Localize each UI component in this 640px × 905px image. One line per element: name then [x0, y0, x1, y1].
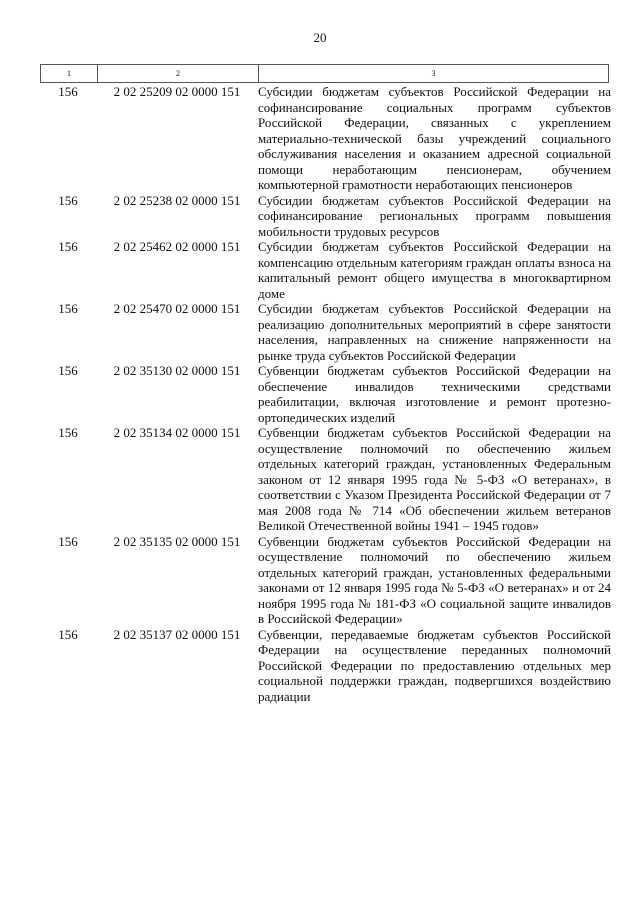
header-col-3: 3 — [431, 69, 436, 78]
table-row — [40, 84, 611, 193]
table-header — [40, 64, 609, 83]
table-row — [40, 193, 611, 240]
admin-code: 156 — [58, 626, 78, 642]
admin-code: 156 — [58, 425, 78, 440]
budget-code: 2 02 35134 02 0000 151 — [113, 425, 241, 440]
admin-code: 156 — [58, 239, 78, 254]
table-row — [40, 627, 611, 705]
income-description: Субвенции бюджетам субъектов Российской Федерации на осуществление полномочий по обеспечению жильем отдельных категорий граждан, установленных федеральными законами от 12 января 1995 года № 5-ФЗ «О ветеранах» и от 24 ноября 1995 года № 181-ФЗ «О социальной защите инвалидов в Российской Федерации» — [258, 533, 611, 626]
budget-code: 2 02 35135 02 0000 151 — [113, 533, 241, 549]
income-description: Субвенции бюджетам субъектов Российской Федерации на обеспечение инвалидов техническими средствами реабилитации, включая изготовление и ремонт протезно-ортопедических изделий — [258, 363, 611, 425]
admin-code: 156 — [58, 84, 78, 99]
header-col-1: 1 — [41, 65, 98, 82]
page-number: 20 — [313, 30, 327, 45]
income-description: Субсидии бюджетам субъектов Российской Федерации на реализацию дополнительных мероприятий в сфере занятости населения, направленных на снижение напряженности на рынке труда субъектов Российской Федерации — [258, 301, 611, 363]
budget-code: 2 02 35130 02 0000 151 — [113, 363, 241, 378]
table-row — [40, 534, 611, 627]
header-col-2: 2 — [98, 65, 259, 82]
admin-code: 156 — [58, 363, 78, 378]
income-description: Субвенции, передаваемые бюджетам субъектов Российской Федерации на осуществление переданных полномочий Российской Федерации по предоставлению отдельных мер социальной поддержки граждан, подвергшихся воздействию радиации — [258, 626, 611, 704]
admin-code: 156 — [58, 301, 78, 316]
budget-code: 2 02 35137 02 0000 151 — [113, 626, 241, 642]
budget-code: 2 02 25470 02 0000 151 — [113, 301, 241, 316]
table-row — [40, 239, 611, 301]
budget-code: 2 02 25238 02 0000 151 — [113, 192, 241, 208]
income-description: Субсидии бюджетам субъектов Российской Федерации на компенсацию отдельным категориям граждан оплаты взноса на капитальный ремонт общего имущества в многоквартирном доме — [258, 239, 611, 301]
income-description: Субвенции бюджетам субъектов Российской Федерации на осуществление полномочий по обеспечению жильем отдельных категорий граждан, установленных Федеральным законом от 12 января 1995 года № 5-ФЗ «О ветеранах», в соответствии с Указом Президента Российской Федерации от 7 мая 2008 года № 714 «Об обеспечении жильем ветеранов Великой Отечественной войны 1941 – 1945 годов» — [258, 425, 611, 533]
table-row — [40, 363, 611, 425]
budget-code: 2 02 25462 02 0000 151 — [113, 239, 241, 254]
budget-code: 2 02 25209 02 0000 151 — [113, 84, 241, 99]
income-description: Субсидии бюджетам субъектов Российской Федерации на софинансирование социальных программ субъектов Российской Федерации, связанных с укреплением материально-технической базы учреждений социального обслуживания населения и оказанием адресной социальной помощи неработающим пенсионерам, обучением компьютерной грамотности неработающих пенсионеров — [258, 84, 611, 192]
table-row — [40, 301, 611, 363]
admin-code: 156 — [58, 192, 78, 208]
table-body — [40, 84, 611, 704]
admin-code: 156 — [58, 533, 78, 549]
income-description: Субсидии бюджетам субъектов Российской Федерации на софинансирование региональных программ повышения мобильности трудовых ресурсов — [258, 192, 611, 239]
table-row — [40, 425, 611, 534]
